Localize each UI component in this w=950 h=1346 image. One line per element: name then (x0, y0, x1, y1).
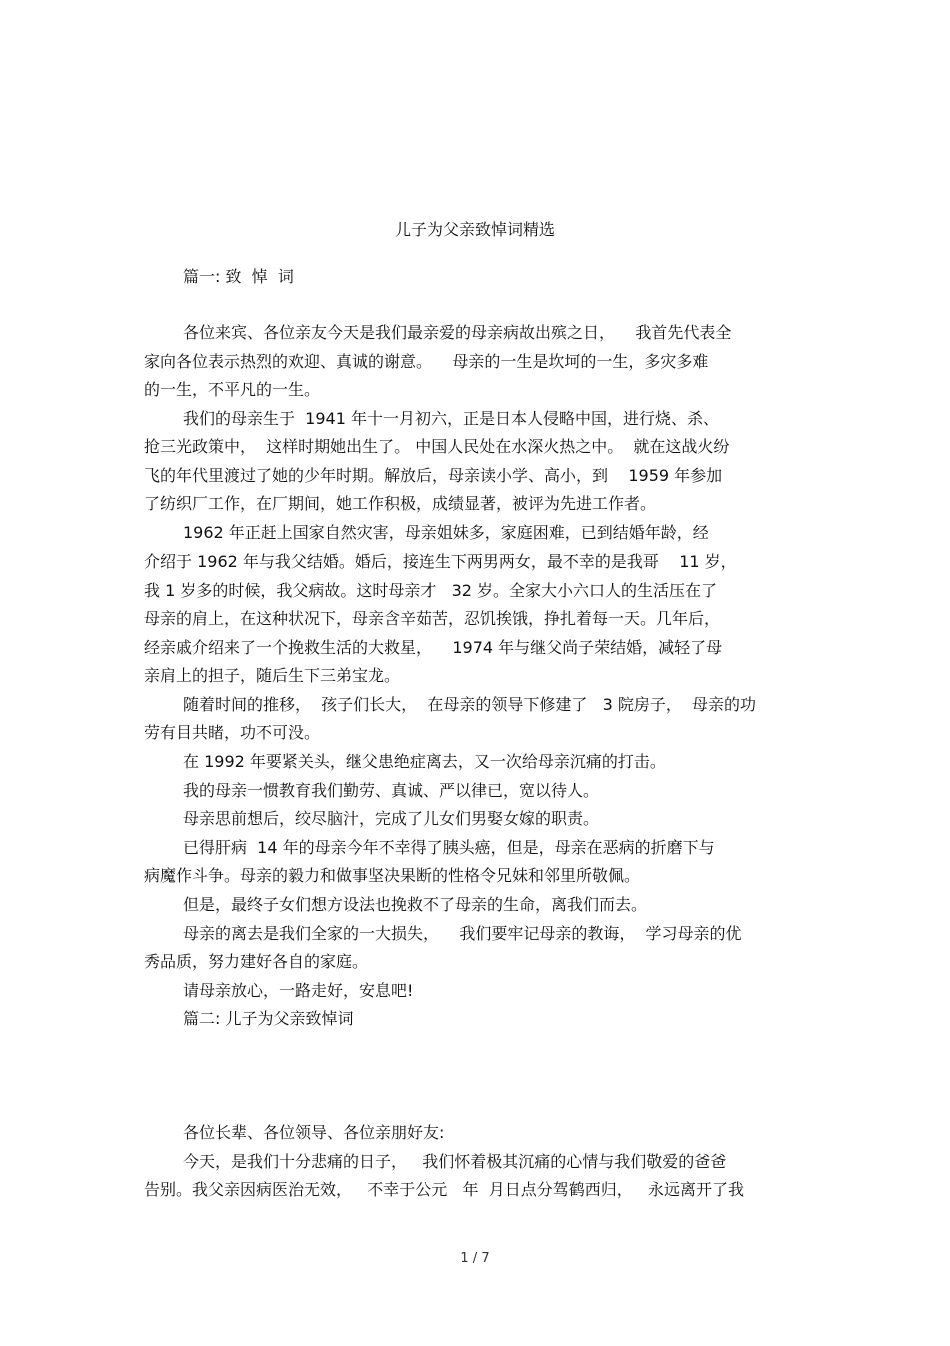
paragraph-line: 病魔作斗争。母亲的毅力和做事坚决果断的性格令兄妹和邻里所敬佩。 (144, 866, 641, 885)
page-number: 1 / 7 (460, 1251, 490, 1266)
paragraph-line: 经亲戚介绍来了一个挽救生活的大救星， 1974 年与继父尚子荣结婚，减轻了母 (144, 638, 723, 657)
paragraph-line: 今天，是我们十分悲痛的日子， 我们怀着极其沉痛的心情与我们敬爱的爸爸 (183, 1152, 727, 1171)
section-heading-1: 篇一: 致 悼 词 (183, 267, 294, 286)
paragraph-line: 告别。我父亲因病医治无效， 不幸于公元 年 月日点分驾鹤西归， 永远离开了我 (144, 1180, 744, 1199)
paragraph-line: 介绍于 1962 年与我父结婚。婚后，接连生下两男两女，最不幸的是我哥 11 岁， (144, 552, 737, 571)
doc-title: 儿子为父亲致悼词精选 (394, 220, 555, 239)
paragraph-line: 在 1992 年要紧关头，继父患绝症离去，又一次给母亲沉痛的打击。 (183, 752, 666, 771)
paragraph-line: 随着时间的推移， 孩子们长大， 在母亲的领导下修建了 3 院房子， 母亲的功 (183, 695, 757, 714)
paragraph-line: 秀品质，努力建好各自的家庭。 (144, 952, 369, 971)
paragraph-line: 的一生，不平凡的一生。 (144, 380, 321, 399)
paragraph-line: 母亲的肩上，在这种状况下，母亲含辛茹苦，忍饥挨饿，挣扎着每一天。几年后， (144, 609, 721, 628)
paragraph-line: 飞的年代里渡过了她的少年时期。解放后，母亲读小学、高小，到 1959 年参加 (144, 466, 723, 485)
section-heading-2: 篇二: 儿子为父亲致悼词 (183, 1009, 354, 1028)
paragraph-line: 我的母亲一惯教育我们勤劳、真诚、严以律已，宽以待人。 (183, 781, 600, 800)
paragraph-line: 各位长辈、各位领导、各位亲朋好友: (183, 1123, 445, 1142)
paragraph-line: 各位来宾、各位亲友今天是我们最亲爱的母亲病故出殡之日， 我首先代表全 (183, 323, 732, 342)
paragraph-line: 母亲的离去是我们全家的一大损失， 我们要牢记母亲的教诲， 学习母亲的优 (183, 924, 742, 943)
paragraph-line: 但是，最终子女们想方设法也挽救不了母亲的生命，离我们而去。 (183, 895, 648, 914)
paragraph-line: 劳有目共睹，功不可没。 (144, 723, 321, 742)
paragraph-line: 抢三光政策中， 这样时期她出生了。 中国人民处在水深火热之中。 就在这战火纷 (144, 437, 730, 456)
paragraph-line: 母亲思前想后，绞尽脑汁，完成了儿女们男娶女嫁的职责。 (183, 809, 600, 828)
paragraph-line: 亲肩上的担子，随后生下三弟宝龙。 (144, 666, 401, 685)
paragraph-line: 家向各位表示热烈的欢迎、真诚的谢意。 母亲的一生是坎坷的一生，多灾多难 (144, 352, 709, 371)
paragraph-line: 我们的母亲生于 1941 年十一月初六，正是日本人侵略中国，进行烧、杀、 (183, 409, 719, 428)
paragraph-line: 我 1 岁多的时候，我父病故。这时母亲才 32 岁。全家大小六口人的生活压在了 (144, 581, 718, 600)
paragraph-line: 1962 年正赶上国家自然灾害，母亲姐妹多，家庭困难，已到结婚年龄，经 (183, 523, 709, 542)
paragraph-line: 了纺织厂工作，在厂期间，她工作积极，成绩显著，被评为先进工作者。 (144, 494, 657, 513)
paragraph-line: 请母亲放心，一路走好，安息吧! (183, 981, 414, 1000)
paragraph-line: 已得肝病 14 年的母亲今年不幸得了胰头癌，但是，母亲在恶病的折磨下与 (183, 838, 715, 857)
